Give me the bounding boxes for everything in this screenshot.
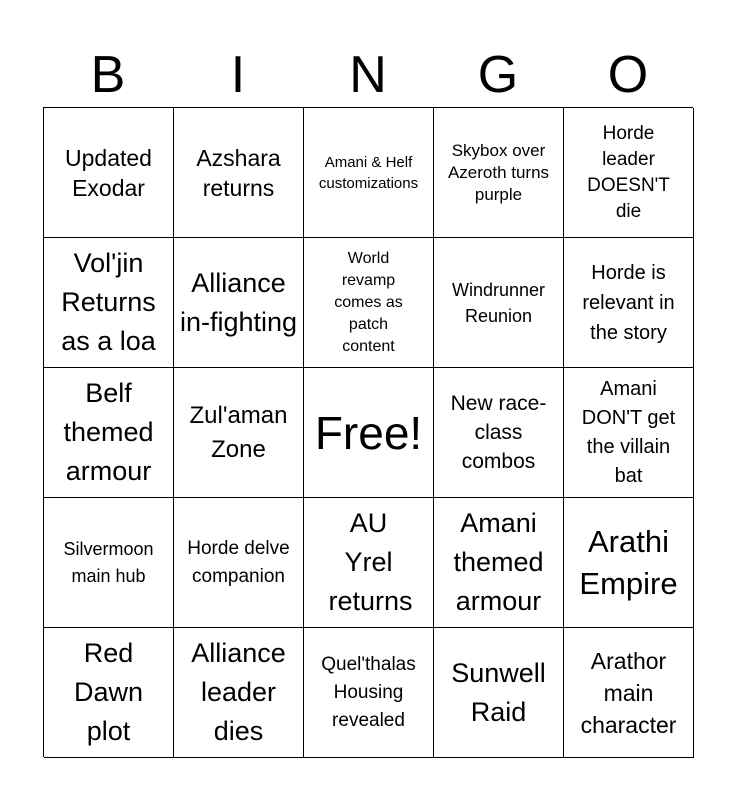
cell-text: Silvermoon main hub (63, 538, 154, 586)
cell-text: Horde is relevant in the story (582, 261, 675, 344)
bingo-cell[interactable] (44, 628, 174, 758)
bingo-cell[interactable] (44, 238, 174, 368)
bingo-cell[interactable] (564, 628, 694, 758)
cell-text: New race-class combos (450, 392, 547, 473)
header-letter-o: O (607, 46, 649, 104)
cell-text: Red Dawn plot (73, 638, 144, 746)
cell-text: Arathi Empire (579, 523, 678, 601)
cell-text: Alliance in-fighting (179, 267, 298, 337)
bingo-cell[interactable] (304, 238, 434, 368)
header-letter-b: B (90, 46, 126, 104)
bingo-cell[interactable] (564, 108, 694, 238)
bingo-cell[interactable] (434, 498, 564, 628)
cell-text: Skybox over Azeroth turns purple (447, 140, 550, 204)
cell-text: World revamp comes as patch content (334, 249, 403, 355)
bingo-cell[interactable] (44, 498, 174, 628)
bingo-cell[interactable] (564, 498, 694, 628)
header-letter-g: G (477, 46, 519, 104)
cell-text: AU Yrel returns (328, 508, 413, 616)
cell-text: Amani themed armour (453, 508, 544, 616)
bingo-cell[interactable] (434, 238, 564, 368)
bingo-cell[interactable] (564, 238, 694, 368)
bingo-cell[interactable] (174, 108, 304, 238)
cell-text: Updated Exodar (65, 144, 152, 201)
bingo-cell[interactable] (434, 368, 564, 498)
cell-text: Belf themed armour (63, 378, 154, 486)
cell-text: Amani DON'T get the villain bat (581, 377, 676, 487)
bingo-cell[interactable] (434, 628, 564, 758)
cell-text: Quel'thalas Housing revealed (321, 653, 416, 731)
cell-text: Zul'aman Zone (189, 401, 288, 463)
bingo-cell[interactable] (174, 238, 304, 368)
bingo-header (43, 44, 693, 106)
cell-text: Azshara returns (196, 144, 281, 201)
bingo-cell[interactable] (174, 498, 304, 628)
cell-text: Vol'jin Returns as a loa (61, 248, 156, 356)
bingo-cell[interactable] (434, 108, 564, 238)
bingo-card-grid (43, 107, 693, 757)
header-letter-i: I (230, 46, 246, 104)
cell-text: Horde delve companion (187, 537, 290, 587)
bingo-cell[interactable] (564, 368, 694, 498)
bingo-cell[interactable] (174, 368, 304, 498)
bingo-cell[interactable] (44, 108, 174, 238)
free-space-text: Free! (314, 406, 423, 459)
cell-text: Horde leader DOESN'T die (587, 122, 670, 222)
cell-text: Amani & Helf customizations (318, 153, 419, 192)
bingo-cell[interactable] (304, 628, 434, 758)
bingo-cell[interactable] (44, 368, 174, 498)
header-letter-n: N (349, 46, 387, 104)
cell-text: Alliance leader dies (191, 638, 286, 746)
bingo-cell[interactable] (174, 628, 304, 758)
cell-text: Sunwell Raid (451, 657, 546, 727)
cell-text: Arathor main character (580, 647, 677, 738)
bingo-cell[interactable] (304, 108, 434, 238)
cell-text: Windrunner Reunion (451, 279, 546, 326)
free-space[interactable] (304, 368, 434, 498)
bingo-cell[interactable] (304, 498, 434, 628)
